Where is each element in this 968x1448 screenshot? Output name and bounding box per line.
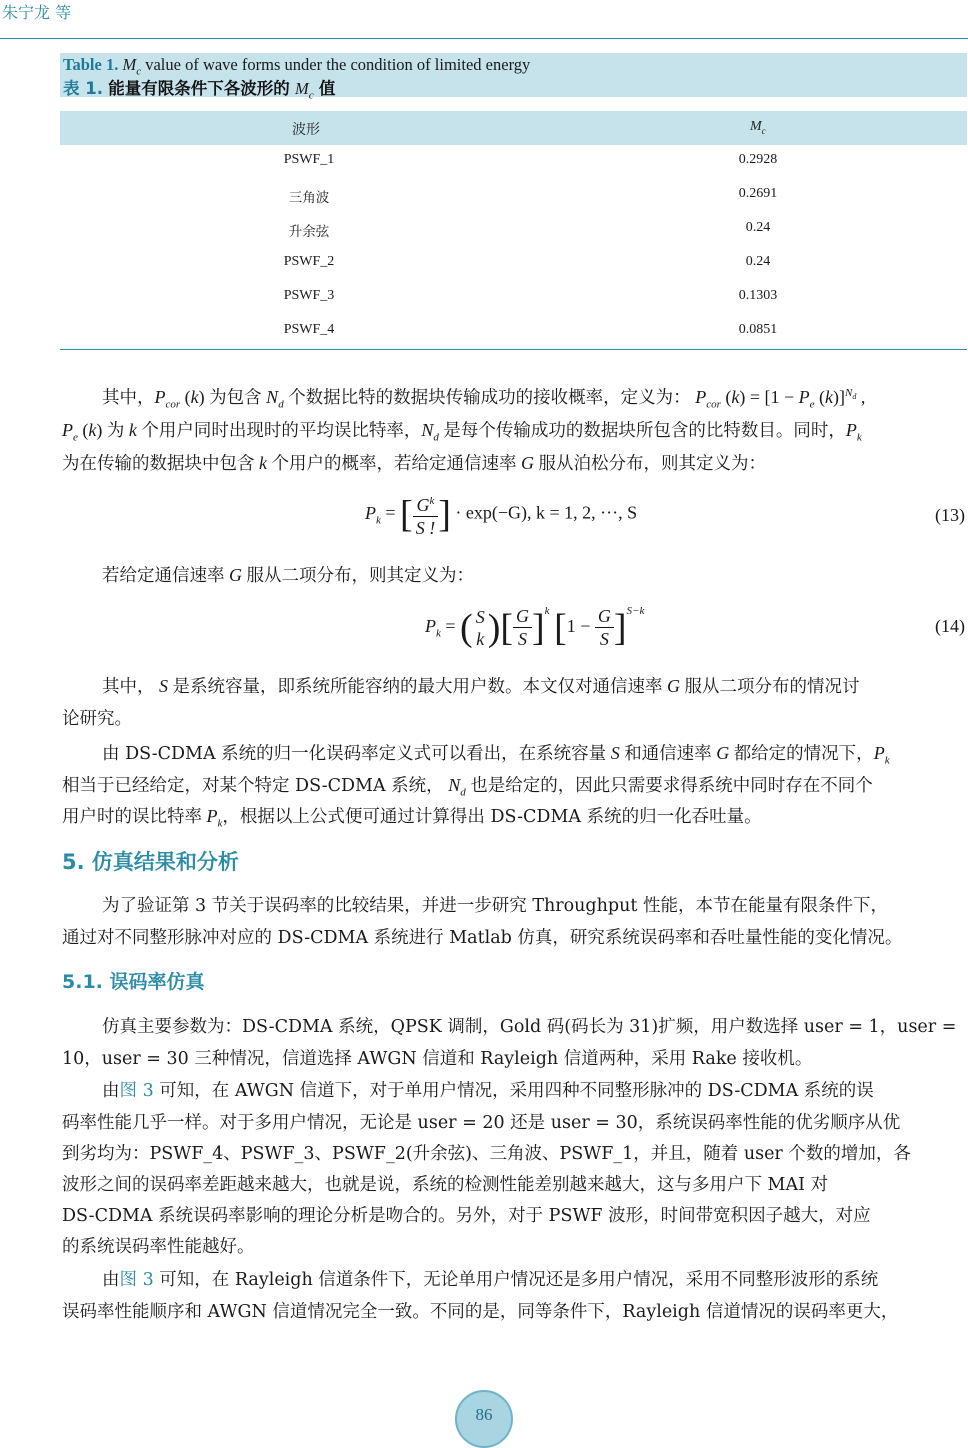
para1-line1: 其中，$P_{cor}$ (k) 为包含 $N_d$ 个数据比特的数据块传输成功的接收概率，定义为： $P_{cor}$ $(k) = [1 - P_e$ (k)]$^{N_d}$ , xyxy=(102,387,866,411)
para7-line1: 由图 3 可知，在 Rayleigh 信道条件下，无论单用户情况还是多用户情况，采用不同整形波形的系统 xyxy=(102,1270,879,1290)
table-cell-wave: PSWF_2 xyxy=(283,254,335,269)
equation-13-number: (13) xyxy=(935,505,965,525)
para6-line4: 波形之间的误码率差距越来越大，也就是说，系统的检测性能差别越来越大，这与多用户下 MAI 对 xyxy=(62,1175,829,1195)
para7-line2: 误码率性能顺序和 AWGN 信道情况完全一致。不同的是，同等条件下，Rayleigh 信道情况的误码率更大， xyxy=(62,1302,899,1322)
caption-chinese xyxy=(63,75,335,101)
table-cell-mc: 0.24 xyxy=(745,220,771,235)
equation-14: $P_k$ = ( S k )[ $\frac{G}{S}$ ]$^k$ [1 − $\frac{G}{S}$ ]$^{S-k}$ xyxy=(425,605,645,650)
para5-line2: 10，user = 30 三种情况，信道选择 AWGN 信道和 Rayleigh 信道两种，采用 Rake 接收机。 xyxy=(62,1049,813,1069)
table-header-mc: $M_c$ xyxy=(750,119,766,136)
table-cell-wave: PSWF_4 xyxy=(283,322,335,337)
para2-line1: 其中， S 是系统容量，即系统所能容纳的最大用户数。本文仅对通信速率 G 服从二项分布的情况讨 xyxy=(102,676,860,697)
table-row xyxy=(60,281,967,315)
table-cell-mc: 0.1303 xyxy=(738,288,778,303)
caption-cn-tail: 值 xyxy=(318,79,336,98)
para1-line2: $P_e$ (k) 为 k 个用户同时出现时的平均误比特率，$N_d$ 是每个传输成功的数据块所包含的比特数目。同时，$P_k$ xyxy=(62,420,862,444)
section-heading-5-1: 5.1. 误码率仿真 xyxy=(62,971,205,993)
table-row xyxy=(60,145,967,179)
para2-line2: 论研究。 xyxy=(62,709,132,729)
para6-line5: DS-CDMA 系统误码率影响的理论分析是吻合的。另外，对于 PSWF 波形，时间带宽积因子越大，对应 xyxy=(62,1206,871,1226)
para3-line3: 用户时的误比特率 $P_k$，根据以上公式便可通过计算得出 DS-CDMA 系统的归一化吞吐量。 xyxy=(62,806,762,830)
eq14-intro: 若给定通信速率 G 服从二项分布，则其定义为： xyxy=(102,565,474,586)
table-row xyxy=(60,247,967,281)
table-cell-wave: PSWF_1 xyxy=(283,152,335,167)
para6-line1: 由图 3 可知，在 AWGN 信道下，对于单用户情况，采用四种不同整形脉冲的 DS-CDMA 系统的误 xyxy=(102,1081,874,1101)
table-caption xyxy=(60,53,967,102)
section-heading-5: 5. 仿真结果和分析 xyxy=(62,850,239,874)
para5-line1: 仿真主要参数为：DS-CDMA 系统，QPSK 调制，Gold 码(码长为 31)扩频，用户数选择 user = 1，user = xyxy=(102,1017,957,1037)
running-header-author: 朱宁龙 等 xyxy=(2,3,72,22)
para3-line1: 由 DS-CDMA 系统的归一化误码率定义式可以看出，在系统容量 S 和通信速率 G 都给定的情况下，$P_k$ xyxy=(102,743,890,767)
caption-cn-text: 能量有限条件下各波形的 xyxy=(108,79,290,98)
table-cell-wave: 升余弦 xyxy=(288,224,330,240)
table-cell-wave: PSWF_3 xyxy=(283,288,335,303)
caption-cn-label: 表 1. xyxy=(63,79,103,98)
caption-english xyxy=(63,55,530,77)
para6-line2: 码率性能几乎一样。对于多用户情况，无论是 user = 20 还是 user = 30，系统误码率性能的优劣顺序从优 xyxy=(62,1113,901,1133)
table-row xyxy=(60,315,967,349)
figure-3-link[interactable]: 图 3 xyxy=(119,1270,154,1290)
page-number: 86 xyxy=(475,1405,493,1424)
table-cell-mc: 0.24 xyxy=(745,254,771,269)
para6-line3: 到劣均为：PSWF_4、PSWF_3、PSWF_2(升余弦)、三角波、PSWF_1，并且，随着 user 个数的增加，各 xyxy=(62,1144,911,1164)
para4-line1: 为了验证第 3 节关于误码率的比较结果，并进一步研究 Throughput 性能，本节在能量有限条件下， xyxy=(102,896,888,916)
table-header-wave: 波形 xyxy=(292,122,320,138)
equation-14-number: (14) xyxy=(935,616,965,636)
table-cell-mc: 0.0851 xyxy=(738,322,778,337)
caption-en-label: Table 1. xyxy=(63,55,119,74)
para1-line3: 为在传输的数据块中包含 k 个用户的概率，若给定通信速率 G 服从泊松分布，则其定义为： xyxy=(62,453,766,474)
para3-line2: 相当于已经给定，对某个特定 DS-CDMA 系统， $N_d$ 也是给定的，因此只需要求得系统中同时存在不同个 xyxy=(62,775,873,799)
equation-13: $P_k$ = [ $\frac{G^k}{S !}$ ] · exp(−G), k = 1, 2, ···, S xyxy=(365,490,637,539)
table-bottom-rule xyxy=(60,349,967,350)
table-cell-mc: 0.2928 xyxy=(738,152,778,167)
para4-line2: 通过对不同整形脉冲对应的 DS-CDMA 系统进行 Matlab 仿真，研究系统误码率和吞吐量性能的变化情况。 xyxy=(62,928,903,948)
caption-en-text: value of wave forms under the condition of limited energy xyxy=(141,55,531,74)
caption-cn-symbol: $M_c$ xyxy=(295,79,314,102)
caption-en-symbol: $M_c$ xyxy=(122,55,142,78)
figure-3-link[interactable]: 图 3 xyxy=(119,1081,154,1101)
table-header-row xyxy=(60,111,967,145)
table-cell-mc: 0.2691 xyxy=(738,186,778,201)
table-row xyxy=(60,213,967,247)
header-rule xyxy=(0,38,968,39)
table-cell-wave: 三角波 xyxy=(288,190,330,206)
table-row xyxy=(60,179,967,213)
para6-line6: 的系统误码率性能越好。 xyxy=(62,1237,255,1257)
